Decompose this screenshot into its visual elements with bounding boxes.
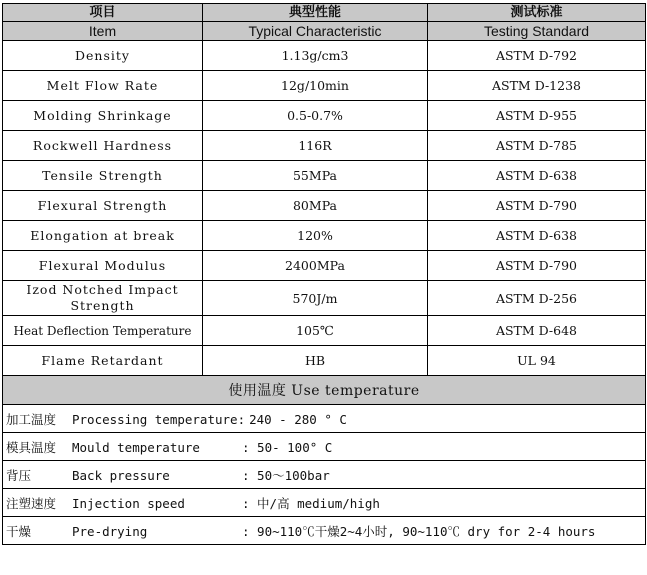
property-value: 120% bbox=[203, 221, 428, 251]
condition-value: : 50- 100° C bbox=[242, 439, 333, 455]
header-row-en bbox=[3, 22, 646, 41]
property-value: 570J/m bbox=[203, 281, 428, 316]
condition-row bbox=[3, 461, 646, 489]
condition-value: : 90~110℃干燥2~4小时, 90~110℃ dry for 2-4 hours bbox=[242, 523, 596, 539]
property-value: 80MPa bbox=[203, 191, 428, 221]
property-name: Melt Flow Rate bbox=[3, 71, 203, 101]
header-typical-zh: 典型性能 bbox=[203, 4, 428, 22]
condition-row bbox=[3, 489, 646, 517]
condition-cell bbox=[3, 489, 646, 517]
condition-zh: 加工温度 bbox=[6, 411, 57, 427]
condition-en: Processing temperature: bbox=[72, 411, 246, 427]
header-row-zh bbox=[3, 4, 646, 22]
property-name: Rockwell Hardness bbox=[3, 131, 203, 161]
property-value: 1.13g/cm3 bbox=[203, 41, 428, 71]
table-row bbox=[3, 316, 646, 346]
property-standard: ASTM D-790 bbox=[428, 251, 646, 281]
property-name: Flame Retardant bbox=[3, 346, 203, 376]
property-value: 2400MPa bbox=[203, 251, 428, 281]
condition-en: Back pressure bbox=[72, 467, 170, 483]
condition-zh: 注塑速度 bbox=[6, 495, 57, 511]
table-row bbox=[3, 221, 646, 251]
property-standard: ASTM D-256 bbox=[428, 281, 646, 316]
property-name: Tensile Strength bbox=[3, 161, 203, 191]
condition-row bbox=[3, 405, 646, 433]
table-row bbox=[3, 346, 646, 376]
condition-cell bbox=[3, 517, 646, 545]
use-temperature-header-row bbox=[3, 376, 646, 405]
property-standard: ASTM D-638 bbox=[428, 161, 646, 191]
property-standard: ASTM D-1238 bbox=[428, 71, 646, 101]
condition-cell bbox=[3, 461, 646, 489]
condition-zh: 模具温度 bbox=[6, 439, 57, 455]
property-name: Density bbox=[3, 41, 203, 71]
properties-table bbox=[2, 3, 646, 545]
property-name: Molding Shrinkage bbox=[3, 101, 203, 131]
property-value: 12g/10min bbox=[203, 71, 428, 101]
condition-en: Pre-drying bbox=[72, 523, 148, 539]
property-standard: ASTM D-785 bbox=[428, 131, 646, 161]
table-row bbox=[3, 71, 646, 101]
property-standard: ASTM D-648 bbox=[428, 316, 646, 346]
property-name: Flexural Strength bbox=[3, 191, 203, 221]
table-row bbox=[3, 131, 646, 161]
property-value: HB bbox=[203, 346, 428, 376]
property-name: Izod Notched Impact Strength bbox=[3, 281, 203, 316]
table-row bbox=[3, 281, 646, 316]
property-name: Heat Deflection Temperature bbox=[3, 316, 203, 346]
condition-en: Mould temperature bbox=[72, 439, 200, 455]
condition-cell bbox=[3, 433, 646, 461]
table-row bbox=[3, 251, 646, 281]
condition-cell bbox=[3, 405, 646, 433]
header-typical-en: Typical Characteristic bbox=[203, 22, 428, 41]
property-name: Elongation at break bbox=[3, 221, 203, 251]
condition-en: Injection speed bbox=[72, 495, 185, 511]
table-row bbox=[3, 191, 646, 221]
condition-value: 240 - 280 ° C bbox=[249, 411, 347, 427]
property-standard: ASTM D-955 bbox=[428, 101, 646, 131]
condition-row bbox=[3, 433, 646, 461]
property-value: 116R bbox=[203, 131, 428, 161]
property-value: 55MPa bbox=[203, 161, 428, 191]
spec-sheet bbox=[2, 3, 645, 545]
property-value: 105℃ bbox=[203, 316, 428, 346]
condition-value: : 50～100bar bbox=[242, 467, 330, 483]
condition-zh: 干燥 bbox=[6, 523, 32, 539]
property-name: Flexural Modulus bbox=[3, 251, 203, 281]
condition-row bbox=[3, 517, 646, 545]
table-row bbox=[3, 161, 646, 191]
property-standard: ASTM D-638 bbox=[428, 221, 646, 251]
table-row bbox=[3, 41, 646, 71]
condition-value: : 中/高 medium/high bbox=[242, 495, 380, 511]
header-standard-en: Testing Standard bbox=[428, 22, 646, 41]
property-value: 0.5-0.7% bbox=[203, 101, 428, 131]
use-temperature-title: 使用温度 Use temperature bbox=[3, 376, 646, 405]
table-row bbox=[3, 101, 646, 131]
property-standard: ASTM D-792 bbox=[428, 41, 646, 71]
header-standard-zh: 测试标准 bbox=[428, 4, 646, 22]
property-standard: UL 94 bbox=[428, 346, 646, 376]
property-standard: ASTM D-790 bbox=[428, 191, 646, 221]
header-item-zh: 项目 bbox=[3, 4, 203, 22]
header-item-en: Item bbox=[3, 22, 203, 41]
condition-zh: 背压 bbox=[6, 467, 32, 483]
